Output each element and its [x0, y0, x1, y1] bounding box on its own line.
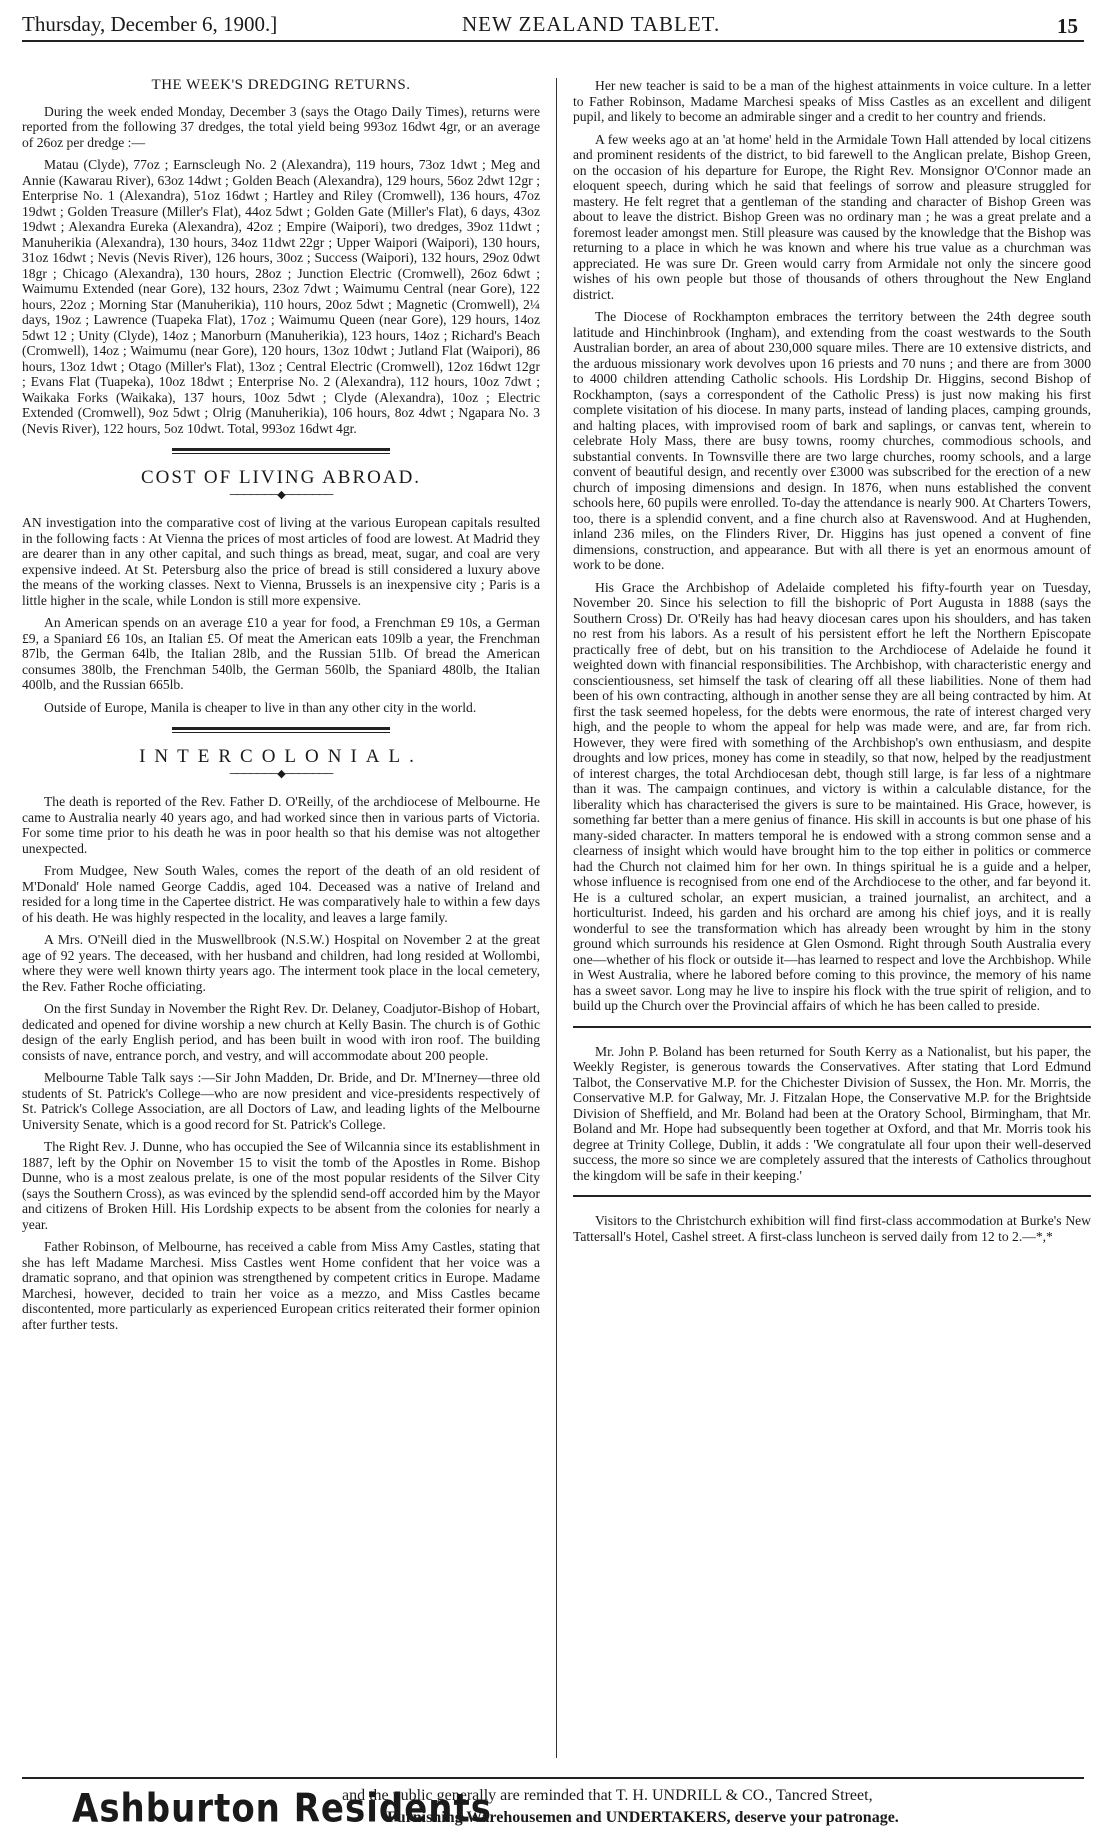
cost-paragraph: An American spends on an average £10 a year for food, a Frenchman £9 10s, a German £9, a Spaniard £6 10s, an Italian £5. Of meat the American eats 109lb a year, the Frenchman 87lb, the German 64lb, the Italian 28lb, and the Russian 51lb. Of bread the American consumes 380lb, the Frenchman 540lb, the German 560lb, the Spaniard 480lb, the Italian 400lb, and the Russian 665lb. — [22, 615, 540, 692]
intercolonial-paragraph: Melbourne Table Talk says :—Sir John Madden, Dr. Bride, and Dr. M'Inerney—three old students of St. Patrick's College—who are now president and vice-presidents respectively of St. Patrick's College Association, are all Doctors of Law, and leading lights of the Melbourne University Senate, which is a good record for St. Patrick's College. — [22, 1070, 540, 1132]
advertisement-banner — [22, 1777, 1084, 1839]
article-paragraph: A few weeks ago at an 'at home' held in the Armidale Town Hall attended by local citizens and prominent residents of the district, to bid farewell to the Anglican prelate, Bishop Green, on the occasion of his departure for Europe, the Right Rev. Monsignor O'Connor made an eloquent speech, during which he said that feelings of sorrow and pleasure struggled for mastery. He felt regret that a gentleman of the standing and character of Bishop Green was about to leave the district. Bishop Green was no ordinary man ; he was a great prelate and a foremost leader amongst men. Still pleasure was caused by the knowledge that the Bishop was returning to a place in which he was known and where his true value as a churchman was appreciated. He was sure Dr. Green would carry from Armidale not only the sincere good wishes of his own people but those of thousands of others throughout the New England district. — [573, 131, 1091, 302]
article-paragraph: The Diocese of Rockhampton embraces the territory between the 24th degree south latitude and Hinchinbrook (Ingham), and extending from the coast westwards to the South Australian border, an area of about 230,000 square miles. There are 10 extensive districts, and the arduous missionary work devolves upon 16 priests and 70 nuns ; and there are from 3000 to 4000 children attending Catholic schools. His Lordship Dr. Higgins, second Bishop of Rockhampton, (says a correspondent of the Catholic Press) is just now making his first complete visitation of his diocese. In many parts, instead of landing places, camping grounds, and halting places, with improvised room of bark and saplings, or canvas tent, wherein to celebrate Holy Mass, there are busy towns, roomy churches, commodious schools, and substantial convents. In Townsville there are two large churches, roomy schools, and a large convent of beautiful design, and recently over £3000 was subscribed for the erection of a new church of imposing dimensions and design. In 1876, when nuns established the convent schools here, 60 pupils were enrolled. To-day the attendance is nearly 900. At Charters Towers, too, there is a splendid convent, and a fine church also at Ravenswood. And at Hughenden, inland 236 miles, on the Flinders River, Dr. Higgins has just opened a convent of fine dimensions, construction, and appearance. But with all there is yet an enormous amount of work to be done. — [573, 309, 1091, 572]
dredging-heading: THE WEEK'S DREDGING RETURNS. — [151, 78, 411, 93]
advert-name: Ashburton Residents — [72, 1786, 492, 1832]
intercolonial-paragraph: Father Robinson, of Melbourne, has received a cable from Miss Amy Castles, stating that she has left Madame Marchesi. Miss Castles went Home confident that her voice was a dramatic soprano, and that opinion was strengthened by competent critics in Europe. Madame Marchesi, however, decided to train her voice as a mezzo, and Miss Castles became discontented, more particularly as experienced European critics reiterated their former opinion after further tests. — [22, 1239, 540, 1332]
advert-line: and the public generally are reminded that T. H. UNDRILL & CO., Tancred Street, — [342, 1787, 873, 1804]
dredging-list: Matau (Clyde), 77oz ; Earnscleugh No. 2 (Alexandra), 119 hours, 73oz 1dwt ; Meg and Annie (Kawarau River), 63oz 14dwt ; Golden Beach (Alexandra), 129 hours, 56oz 2dwt 12gr ; Enterprise No. 1 (Alexandra), 51oz 16dwt ; Hartley and Riley (Cromwell), 136 hours, 47oz 19dwt ; Golden Treasure (Miller's Flat), 44oz 5dwt ; Golden Gate (Miller's Flat), 6 days, 43oz 19dwt ; Alexandra Eureka (Alexandra), 42oz ; Empire (Waipori), two dredges, 39oz 11dwt ; Manuherikia (Alexandra), 130 hours, 34oz 11dwt 22gr ; Upper Waipori (Waipori), 130 hours, 31oz 16dwt ; Nevis (Nevis River), 126 hours, 30oz ; Success (Waipori), 132 hours, 29oz 0dwt 18gr ; Chicago (Alexandra), 130 hours, 28oz ; Junction Electric (Cromwell), 26oz 6dwt ; Waimumu Extended (near Gore), 132 hours, 23oz 7dwt ; Waimumu Central (near Gore), 122 hours, 22oz ; Morning Star (Manuherikia), 110 hours, 20oz 5dwt ; Magnetic (Cromwell), 2¼ days, 19oz ; Lawrence (Tuapeka Flat), 17oz ; Waimumu Queen (near Gore), 129 hours, 14oz 5dwt 12 ; Unity (Clyde), 14oz ; Manorburn (Manuherikia), 123 hours, 14oz ; Richard's Beach (Cromwell), 14oz ; Waimumu (near Gore), 120 hours, 13oz 10dwt ; Jutland Flat (Waipori), 86 hours, 13oz 1dwt ; Otago (Miller's Flat), 13oz ; Central Electric (Cromwell), 12oz 16dwt 12gr ; Evans Flat (Tuapeka), 10oz 18dwt ; Enterprise No. 2 (Alexandra), 112 hours, 10oz 7dwt ; Waikaka Forks (Waikaka), 137 hours, 10oz 5dwt ; Clyde (Alexandra), 10oz ; Electric Extended (Cromwell), 9oz 5dwt ; Olrig (Manuherikia), 106 hours, 8oz 4dwt ; Ngapara No. 3 (Nevis River), 122 hours, 5oz 10dwt. Total, 993oz 16dwt 4gr. — [22, 157, 540, 436]
intercolonial-paragraph: The Right Rev. J. Dunne, who has occupied the See of Wilcannia since its establishment in 1887, left by the Ophir on November 15 to visit the tomb of the Apostles in Rome. Bishop Dunne, who is a most zealous prelate, is one of the most popular residents of the Silver City (says the Southern Cross), as was evinced by the splendid send-off accorded him by the Mayor and citizens of Broken Hill. His Lordship expects to be absent from the colonies for nearly a year. — [22, 1139, 540, 1232]
intercolonial-heading: INTERCOLONIAL. — [139, 746, 423, 767]
article-paragraph: Mr. John P. Boland has been returned for South Kerry as a Nationalist, but his paper, the Weekly Register, is generous towards the Conservatives. After stating that Lord Edmund Talbot, the Conservative M.P. for the Chichester Division of Sussex, the Hon. Mr. Morris, the Conservative M.P. for Galway, Mr. J. Fitzalan Hope, the Conservative M.P. for the Brightside Division of Sheffield, and Mr. Boland had been at the Oratory School, Birmingham, that Mr. Boland and Mr. Hope had subsequently been together at Oxford, and that Mr. Morris took his degree at Trinity College, Dublin, it adds : 'We congratulate all four upon their well-deserved success, the more so since we are completely assured that the interests of Catholics throughout the kingdom will be safe in their keeping.' — [573, 1043, 1091, 1183]
right-column — [573, 78, 1091, 1760]
advert-line: Furnishing Warehousemen and UNDERTAKERS, deserve your patronage. — [387, 1809, 899, 1826]
header-date: Thursday, December 6, 1900.] — [22, 12, 278, 36]
cost-paragraph: Outside of Europe, Manila is cheaper to live in than any other city in the world. — [44, 699, 477, 715]
left-column — [22, 78, 540, 1760]
dredging-intro: During the week ended Monday, December 3 (says the Otago Daily Times), returns were reported from the following 37 dredges, the total yield being 993oz 16dwt 4gr, or an average of 26oz per dredge :— — [22, 103, 540, 150]
article-paragraph: His Grace the Archbishop of Adelaide completed his fifty-fourth year on Tuesday, November 20. Since his selection to fill the bishopric of Port Augusta in 1888 (says the Southern Cross) Dr. O'Reily has had heavy diocesan cares upon his shoulders, and has taken no rest from his labors. As a result of his persistent effort he left the Northern Episcopate practically free of debt, but on his transition to the Archdiocese of Adelaide he found it weighted down with financial responsibilities. The Archbishop, with characteristic energy and conscientiousness, set himself the task of clearing off all these liabilities. None of them had been of his own contracting, although in another sense they are all being contracted by him. At first the task seemed hopeless, for the debts were enormous, the rate of interest charged very high, and the people to whom the appeal for help was made were, and are, far from rich. However, they were fired with something of the Archbishop's own enthusiasm, and despite droughts and low prices, money has come in steadily, so that now, helped by the readjustment of interest charges, the total Archdiocesan debt, though still large, is far less of a nightmare than it was. The campaign continues, and victory is within a calculable distance, for the liberality which has characterised the givers is sure to be maintained. His Grace, however, is something far better than a mere genius of finance. His skill in accounts is but one phase of his many-sided character. In matters temporal he is endowed with a strong common sense and a clearness of insight which would have brought him to the top either in politics or commerce had the Church not claimed him for her own. In things spiritual he is a guide and a helper, whose influence is recognised from one end of the Archdiocese to the other, and far beyond it. He is a cultured scholar, an expert musician, a trained journalist, an architect, and a horticulturist. Indeed, his garden and his orchard are among his chief joys, and it is really wonderful to see the transformation which has already been wrought by him in the stony ground which surrounds his residence at Glen Osmond. Right through South Australia every one—whether of his flock or outside it—has learned to respect and love the Archbishop. While in West Australia, where he labored before coming to this province, the memory of his name has a sweet savor. Long may he live to inspire his flock with the true spirit of religion, and to build up the Church over the Provincial affairs of which he has been called to preside. — [573, 579, 1091, 1013]
intercolonial-paragraph: On the first Sunday in November the Right Rev. Dr. Delaney, Coadjutor-Bishop of Hobart, dedicated and opened for divine worship a new church at Kelly Basin. The church is of Gothic design of the early English period, and has been built in wood with iron roof. The building consists of nave, entrance porch, and vestry, and will accommodate about 200 people. — [22, 1001, 540, 1063]
ornament-divider: ───────◆─────── — [229, 767, 333, 780]
header-title: NEW ZEALAND TABLET. — [462, 12, 721, 36]
intercolonial-paragraph: From Mudgee, New South Wales, comes the report of the death of an old resident of M'Donald' Hole named George Caddis, aged 104. Deceased was a native of Ireland and resided for a long time in the Capertee district. He was comparatively hale to within a few days of his death. He was highly respected in the locality, and leaves a large family. — [22, 863, 540, 925]
section-rule — [573, 1026, 1091, 1028]
hotel-notice: Visitors to the Christchurch exhibition will find first-class accommodation at Burke's New Tattersall's Hotel, Cashel street. A first-class luncheon is served daily from 12 to 2.—*,* — [573, 1213, 1091, 1244]
page-number: 15 — [1057, 14, 1078, 38]
cost-paragraph: AN investigation into the comparative cost of living at the various European capitals resulted in the following facts : At Vienna the prices of most articles of food are lowest. At Madrid they are dearer than in any other capital, and such things as bread, meat, sugar, and coal are very expensive indeed. At St. Petersburg also the price of bread is still considered a luxury above the means of the working classes. Next to Vienna, Brussels is an inexpensive city ; Paris is a little higher in the scale, while London is still more expensive. — [22, 515, 540, 608]
page-header — [22, 12, 1084, 42]
section-rule — [172, 448, 390, 454]
section-rule — [172, 727, 390, 733]
ornament-divider: ───────◆─────── — [229, 488, 333, 501]
section-rule — [573, 1195, 1091, 1197]
intercolonial-paragraph: A Mrs. O'Neill died in the Muswellbrook (N.S.W.) Hospital on November 2 at the great age of 92 years. The deceased, with her husband and children, had long resided at Wollombi, where they were well known thirty years ago. The interment took place in the local cemetery, the Rev. Father Roche officiating. — [22, 932, 540, 994]
article-paragraph: Her new teacher is said to be a man of the highest attainments in voice culture. In a letter to Father Robinson, Madame Marchesi speaks of Miss Castles as an excellent and diligent pupil, and likely to become an admirable singer and a credit to her country and friends. — [573, 78, 1091, 124]
intercolonial-paragraph: The death is reported of the Rev. Father D. O'Reilly, of the archdiocese of Melbourne. He came to Australia nearly 40 years ago, and had worked since then in various parts of Victoria. For some time prior to his death he was in poor health so that his demise was not altogether unexpected. — [22, 794, 540, 856]
cost-heading: COST OF LIVING ABROAD. — [140, 467, 422, 488]
column-divider — [556, 78, 557, 1758]
